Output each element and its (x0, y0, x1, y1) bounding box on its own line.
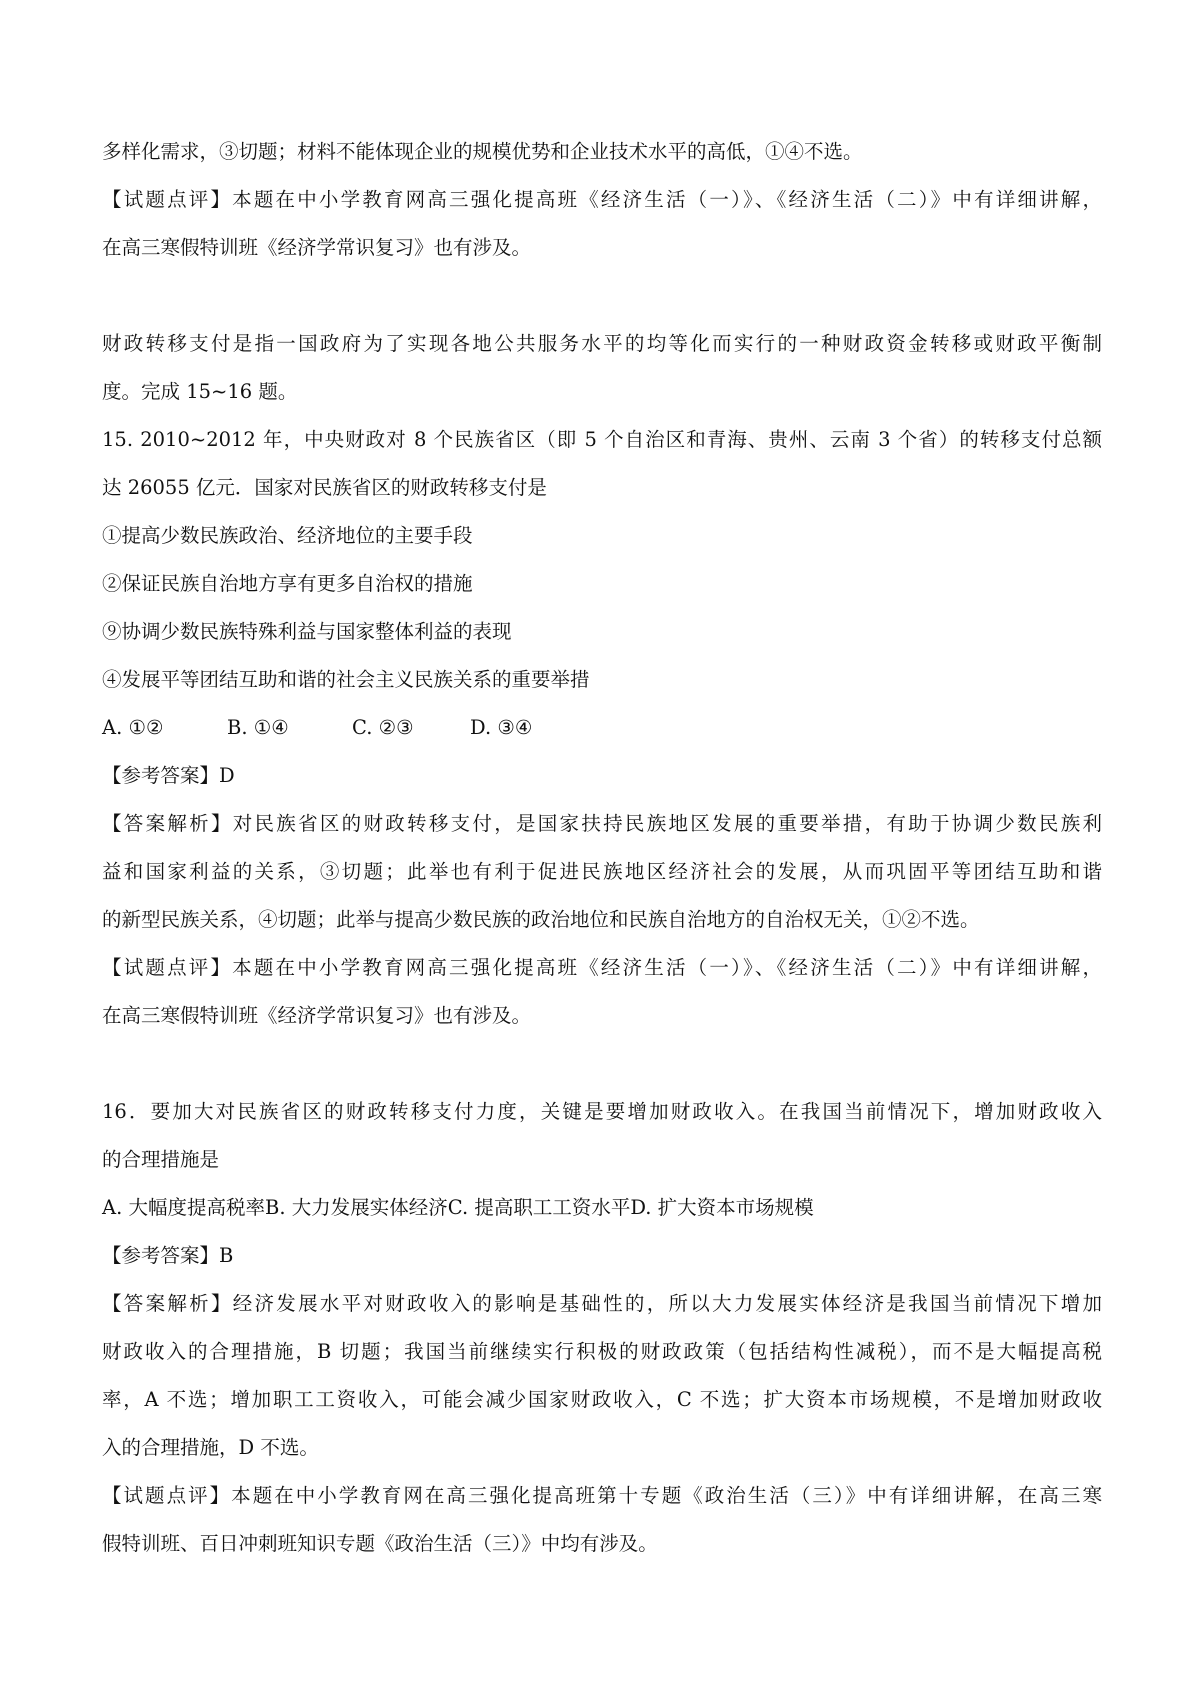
q15-options (102, 704, 1102, 752)
q15-analysis-line-1: 【答案解析】对民族省区的财政转移支付，是国家扶持民族地区发展的重要举措，有助于协调少数民族利 (102, 812, 1102, 835)
q15-option-c: C. ②③ (352, 716, 414, 739)
q15-stem-line-1: 15. 2010~2012 年，中央财政对 8 个民族省区（即 5 个自治区和青海、贵州、云南 3 个省）的转移支付总额 (102, 428, 1102, 451)
q16-stem-line-1: 16．要加大对民族省区的财政转移支付力度，关键是要增加财政收入。在我国当前情况下，增加财政收入 (102, 1100, 1102, 1123)
q16-option-d: D. 扩大资本市场规模 (630, 1196, 814, 1219)
q16-analysis-line-4: 入的合理措施，D 不选。 (102, 1436, 319, 1459)
material-line-2: 度。完成 15~16 题。 (102, 380, 298, 403)
q16-analysis-line-2: 财政收入的合理措施，B 切题；我国当前继续实行积极的财政政策（包括结构性减税），而不是大幅提高税 (102, 1340, 1102, 1363)
q16-option-a: A. 大幅度提高税率 (102, 1196, 265, 1219)
q15-analysis-line-2: 益和国家利益的关系，③切题；此举也有利于促进民族地区经济社会的发展，从而巩固平等团结互助和谐 (102, 860, 1102, 883)
q15-item-1: ①提高少数民族政治、经济地位的主要手段 (102, 524, 473, 547)
spacer (102, 1040, 1102, 1088)
q15-item-2: ②保证民族自治地方享有更多自治权的措施 (102, 572, 473, 595)
q16-stem-line-2: 的合理措施是 (102, 1148, 220, 1171)
q16-comment-line-1: 【试题点评】本题在中小学教育网在高三强化提高班第十专题《政治生活（三）》中有详细讲解，在高三寒 (102, 1484, 1102, 1507)
q15-option-a: A. ①② (102, 716, 164, 739)
q16-analysis-line-1: 【答案解析】经济发展水平对财政收入的影响是基础性的，所以大力发展实体经济是我国当前情况下增加 (102, 1292, 1102, 1315)
q16-options (102, 1184, 1102, 1232)
q15-option-b: B. ①④ (227, 716, 289, 739)
q16-option-b: B. 大力发展实体经济 (264, 1196, 448, 1219)
spacer (102, 272, 1102, 320)
q15-stem-line-2: 达 26055 亿元．国家对民族省区的财政转移支付是 (102, 476, 547, 499)
prev-analysis-tail: 多样化需求，③切题；材料不能体现企业的规模优势和企业技术水平的高低，①④不选。 (102, 140, 863, 163)
q15-comment-line-1: 【试题点评】本题在中小学教育网高三强化提高班《经济生活（一）》、《经济生活（二）》中有详细讲解， (102, 956, 1102, 979)
q15-item-3: ⑨协调少数民族特殊利益与国家整体利益的表现 (102, 620, 512, 643)
q15-comment-line-2: 在高三寒假特训班《经济学常识复习》也有涉及。 (102, 1004, 532, 1027)
q15-item-4: ④发展平等团结互助和谐的社会主义民族关系的重要举措 (102, 668, 590, 691)
q16-answer: 【参考答案】B (102, 1244, 234, 1267)
q15-answer: 【参考答案】D (102, 764, 235, 787)
q15-analysis-line-3: 的新型民族关系，④切题；此举与提高少数民族的政治地位和民族自治地方的自治权无关，①②不选。 (102, 908, 980, 931)
prev-comment-line-2: 在高三寒假特训班《经济学常识复习》也有涉及。 (102, 236, 532, 259)
q16-option-c: C. 提高职工工资水平 (447, 1196, 631, 1219)
material-line-1: 财政转移支付是指一国政府为了实现各地公共服务水平的均等化而实行的一种财政资金转移或财政平衡制 (102, 332, 1102, 355)
q16-analysis-line-3: 率，A 不选；增加职工工资收入，可能会减少国家财政收入，C 不选；扩大资本市场规模，不是增加财政收 (102, 1388, 1102, 1411)
q16-comment-line-2: 假特训班、百日冲刺班知识专题《政治生活（三）》中均有涉及。 (102, 1532, 658, 1555)
prev-comment-line-1: 【试题点评】本题在中小学教育网高三强化提高班《经济生活（一）》、《经济生活（二）》中有详细讲解， (102, 188, 1102, 211)
q15-option-d: D. ③④ (470, 716, 533, 739)
